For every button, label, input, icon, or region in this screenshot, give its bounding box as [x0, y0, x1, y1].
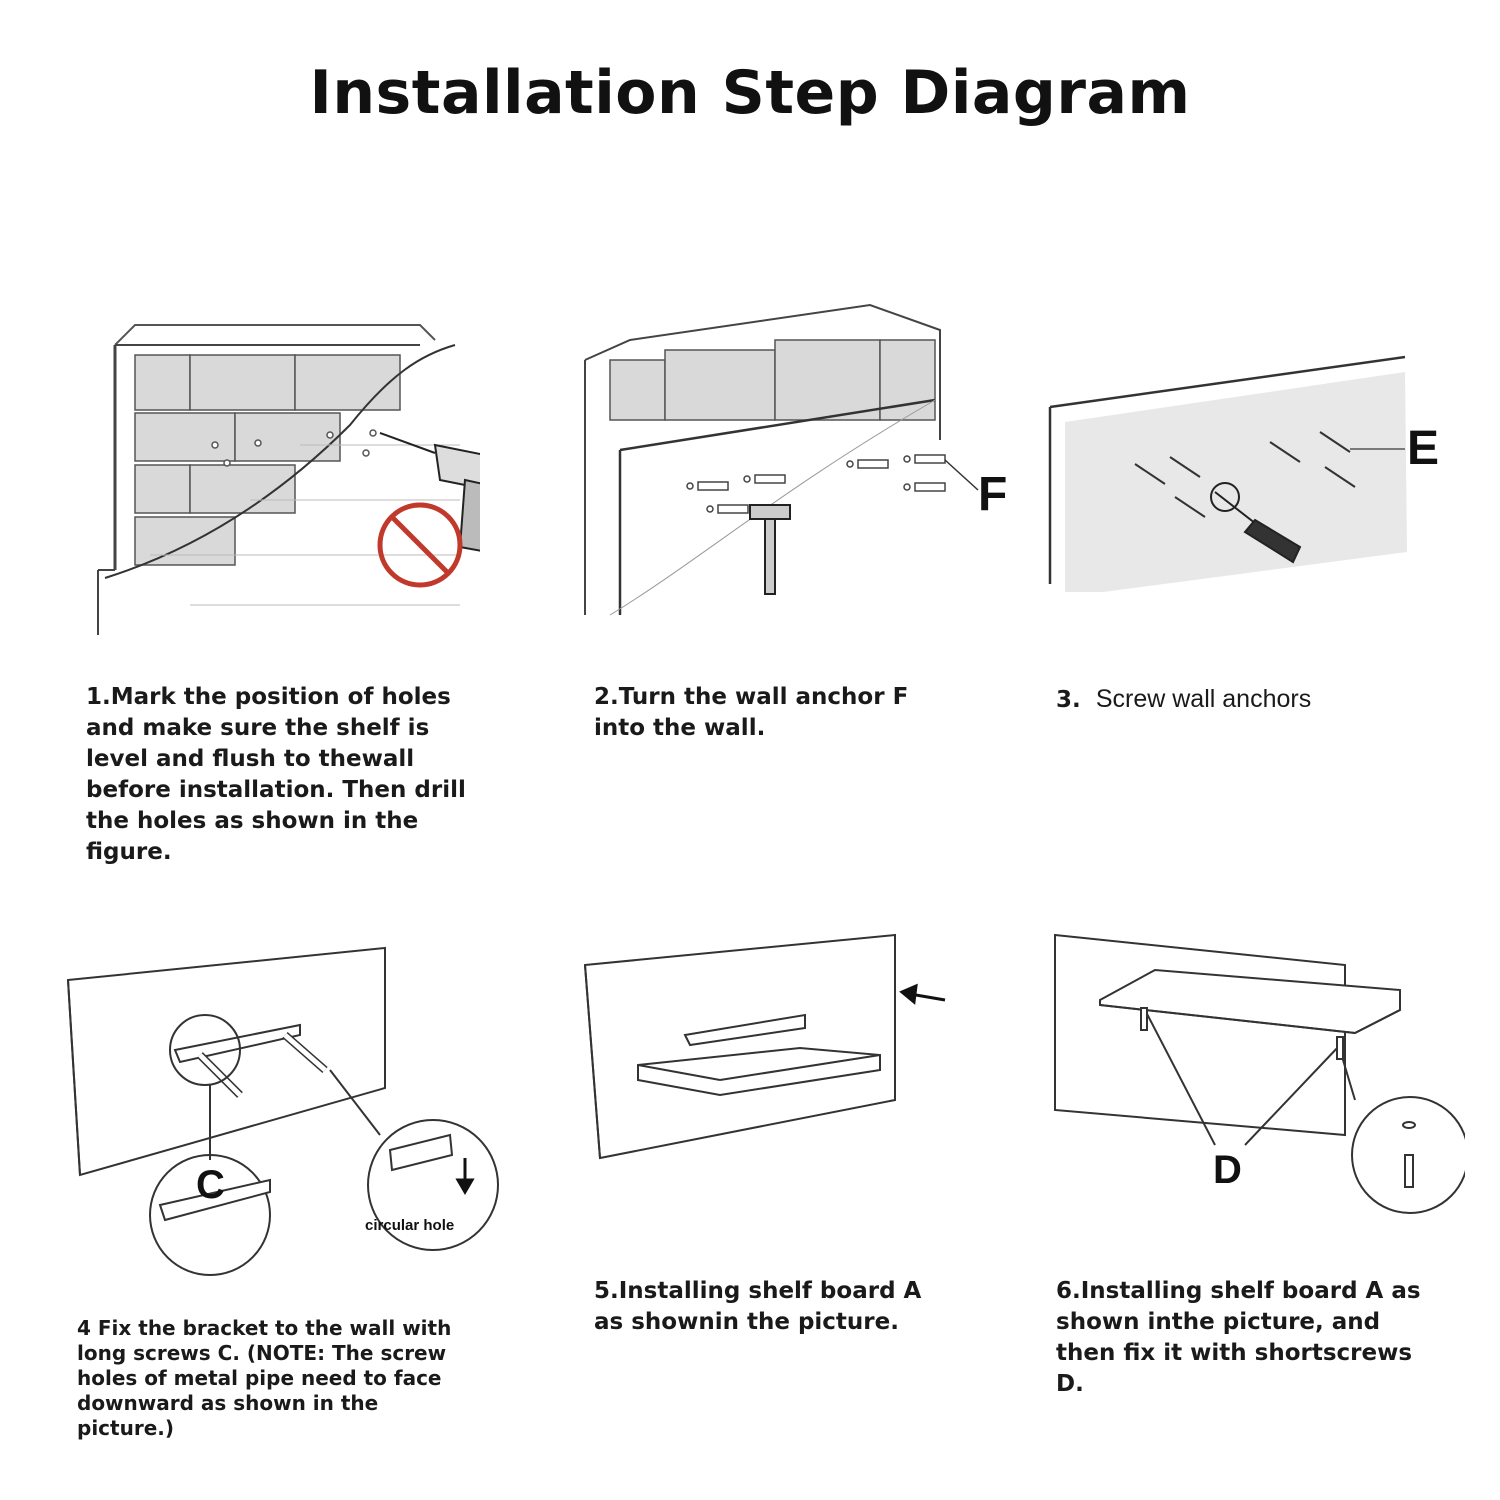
anchor-icons — [687, 455, 945, 513]
step-2-caption: 2.Turn the wall anchor F into the wall. — [594, 684, 909, 741]
step-2-illustration — [580, 300, 1020, 620]
step-3-caption — [1056, 684, 1456, 716]
label-e: E — [1407, 422, 1440, 475]
step-3-number: 3. — [1056, 687, 1081, 713]
circular-hole-label: circular hole — [365, 1217, 455, 1234]
step-3-text: Screw wall anchors — [1095, 685, 1312, 713]
step-1-caption: 1.Mark the position of holes and make sure the shelf is level and flush to thewall before installation. Then drill the holes as shown in the figure. — [86, 684, 466, 865]
drill-icon — [380, 433, 480, 551]
step-2-figure — [580, 300, 1020, 620]
step-1-illustration — [90, 315, 480, 640]
step-1-figure — [90, 315, 480, 640]
step-4-illustration — [60, 940, 520, 1280]
label-d: D — [1213, 1148, 1242, 1192]
step-6-illustration — [1045, 925, 1465, 1215]
step-5-illustration — [580, 930, 960, 1170]
step-4-caption: 4 Fix the bracket to the wall with long screws C. (NOTE: The screw holes of metal pipe need to face downward as shown in the picture.) — [77, 1316, 452, 1440]
page-title: Installation Step Diagram — [309, 58, 1191, 128]
prohibited-icon — [380, 505, 460, 585]
step-6-caption: 6.Installing shelf board A as shown inthe picture, and then fix it with shortscrews D. — [1056, 1278, 1421, 1397]
label-c: C — [196, 1163, 225, 1207]
step-6-figure — [1045, 925, 1465, 1215]
down-arrow-icon — [458, 1158, 472, 1192]
left-arrow-icon — [902, 986, 945, 1002]
step-4-figure — [60, 940, 520, 1280]
step-5-caption: 5.Installing shelf board A as shownin the picture. — [594, 1278, 922, 1335]
step-3-illustration — [1045, 352, 1450, 592]
step-5-figure — [580, 930, 960, 1170]
label-f: F — [978, 468, 1008, 521]
hammer-icon — [750, 505, 790, 594]
step-3-figure — [1045, 352, 1450, 592]
